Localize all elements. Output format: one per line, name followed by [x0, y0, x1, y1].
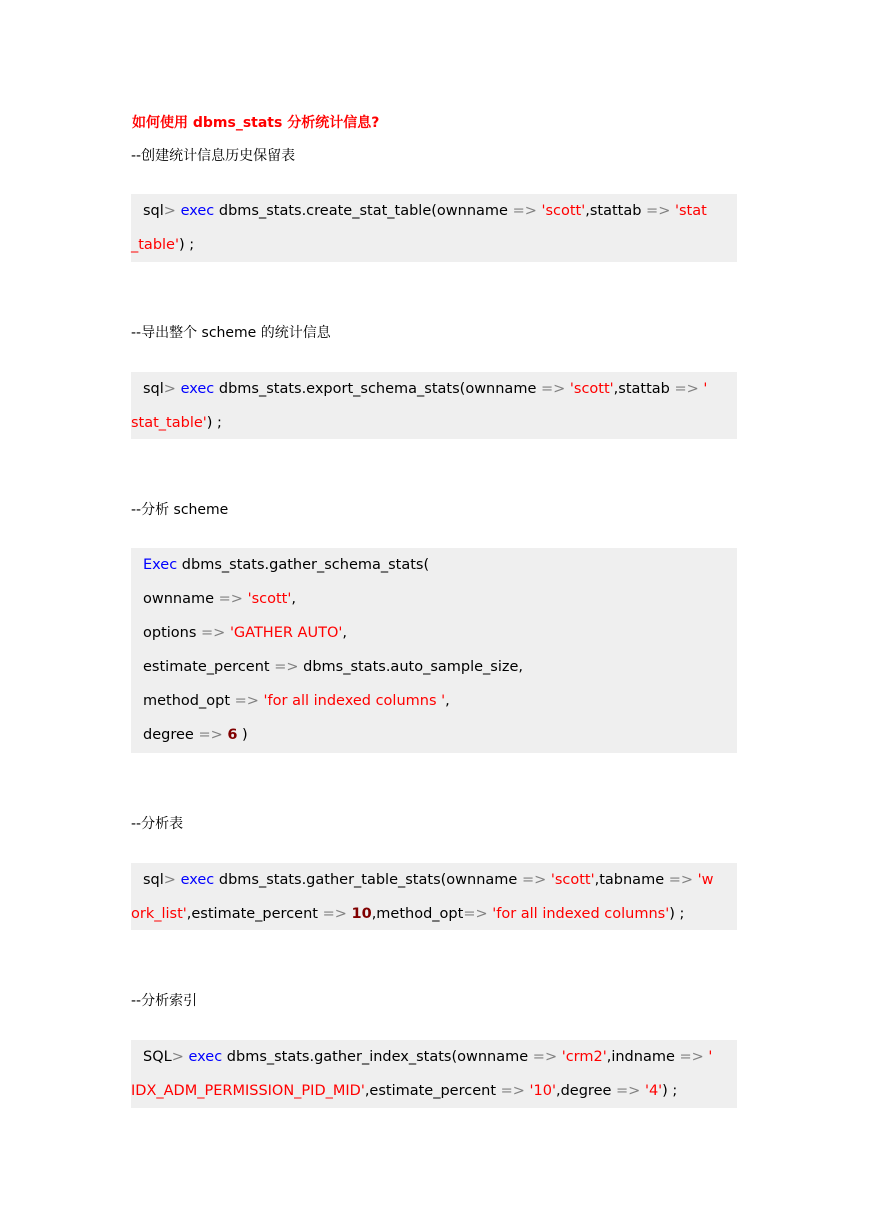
code-line: [131, 718, 737, 752]
code-operator: =>: [201, 625, 226, 641]
code-text: ,method_opt: [371, 906, 464, 922]
code-text: ) ;: [662, 1083, 678, 1099]
code-string: '4': [644, 1083, 663, 1099]
code-line: [131, 1074, 737, 1108]
code-text: ownname: [143, 591, 219, 607]
code-line: [131, 897, 737, 931]
code-string: 'scott': [569, 381, 614, 397]
code-line: [131, 684, 737, 718]
code-line: [131, 1040, 737, 1074]
code-string: ': [703, 381, 708, 397]
code-line: [131, 548, 737, 582]
code-text: ,degree: [555, 1083, 617, 1099]
code-line: [131, 194, 737, 228]
code-text: degree: [143, 727, 199, 743]
code-keyword: exec: [188, 1049, 223, 1065]
code-operator: =>: [274, 659, 299, 675]
code-text: estimate_percent: [143, 659, 275, 675]
code-block-gather-index-stats: [131, 1040, 737, 1108]
code-line: [131, 372, 737, 406]
code-keyword: exec: [180, 203, 215, 219]
code-line: [131, 650, 737, 684]
code-string: 'for all indexed columns ': [263, 693, 446, 709]
code-operator: >: [163, 203, 176, 219]
code-text: sql: [143, 381, 164, 397]
code-text: ): [237, 727, 248, 743]
code-string: ork_list': [131, 906, 187, 922]
code-operator: =>: [616, 1083, 641, 1099]
code-text: dbms_stats.gather_index_stats(ownname: [222, 1049, 533, 1065]
code-string: stat_table': [131, 415, 207, 431]
code-operator: >: [171, 1049, 184, 1065]
code-text: ,: [291, 591, 296, 607]
code-string: 'scott': [550, 872, 595, 888]
code-operator: =>: [512, 203, 537, 219]
code-text: ,indname: [606, 1049, 680, 1065]
code-text: options: [143, 625, 202, 641]
code-string: 'w: [697, 872, 714, 888]
code-string: 'scott': [247, 591, 292, 607]
code-operator: =>: [646, 203, 671, 219]
code-string: 'for all indexed columns': [492, 906, 670, 922]
comment-export-schema-stats: --导出整个 scheme 的统计信息: [131, 325, 331, 341]
code-operator: =>: [674, 381, 699, 397]
code-text: ,tabname: [594, 872, 669, 888]
code-number: 10: [351, 906, 372, 922]
code-string: IDX_ADM_PERMISSION_PID_MID': [131, 1083, 365, 1099]
code-operator: >: [163, 381, 176, 397]
code-block-export-schema-stats: [131, 372, 737, 439]
code-keyword: Exec: [143, 557, 178, 573]
code-operator: =>: [679, 1049, 704, 1065]
code-text: ,: [342, 625, 347, 641]
code-text: SQL: [143, 1049, 172, 1065]
code-operator: =>: [532, 1049, 558, 1065]
code-line: [131, 406, 737, 440]
code-text: ) ;: [178, 237, 195, 253]
code-text: dbms_stats.auto_sample_size,: [298, 659, 524, 675]
code-text: ,stattab: [613, 381, 675, 397]
comment-gather-schema-stats: --分析 scheme: [131, 502, 229, 518]
code-block-create-stat-table: [131, 194, 737, 262]
comment-gather-index-stats: --分析索引: [131, 993, 198, 1009]
code-string: _table': [131, 237, 179, 253]
code-text: sql: [143, 872, 164, 888]
code-block-gather-schema-stats: [131, 548, 737, 753]
code-operator: =>: [463, 906, 488, 922]
code-block-gather-table-stats: [131, 863, 737, 930]
code-string: 'scott': [541, 203, 586, 219]
code-keyword: exec: [180, 872, 215, 888]
code-line: [131, 228, 737, 262]
code-line: [131, 616, 737, 650]
code-number: 6: [227, 727, 238, 743]
code-keyword: exec: [180, 381, 215, 397]
code-text: ) ;: [206, 415, 222, 431]
code-text: dbms_stats.export_schema_stats(ownname: [214, 381, 541, 397]
code-operator: =>: [500, 1083, 525, 1099]
code-text: ) ;: [669, 906, 685, 922]
document-title: 如何使用 dbms_stats 分析统计信息?: [132, 115, 380, 131]
code-text: dbms_stats.gather_table_stats(ownname: [214, 872, 522, 888]
code-text: ,estimate_percent: [186, 906, 323, 922]
code-string: ': [708, 1049, 713, 1065]
code-string: 'stat: [674, 203, 707, 219]
code-string: 'GATHER AUTO': [229, 625, 343, 641]
comment-create-stat-table: --创建统计信息历史保留表: [131, 148, 296, 164]
code-operator: =>: [521, 872, 547, 888]
code-string: 'crm2': [561, 1049, 607, 1065]
comment-gather-table-stats: --分析表: [131, 816, 184, 832]
code-text: ,estimate_percent: [364, 1083, 501, 1099]
code-text: method_opt: [143, 693, 235, 709]
code-line: [131, 582, 737, 616]
code-operator: =>: [322, 906, 347, 922]
code-operator: =>: [668, 872, 694, 888]
code-text: sql: [143, 203, 164, 219]
code-operator: >: [163, 872, 176, 888]
code-operator: =>: [540, 381, 566, 397]
code-operator: =>: [218, 591, 243, 607]
code-operator: =>: [198, 727, 223, 743]
code-line: [131, 863, 737, 897]
code-text: dbms_stats.create_stat_table(ownname: [214, 203, 513, 219]
code-string: '10': [529, 1083, 556, 1099]
code-text: ,: [445, 693, 450, 709]
code-text: ,stattab: [585, 203, 647, 219]
code-text: dbms_stats.gather_schema_stats(: [177, 557, 430, 573]
code-operator: =>: [234, 693, 259, 709]
